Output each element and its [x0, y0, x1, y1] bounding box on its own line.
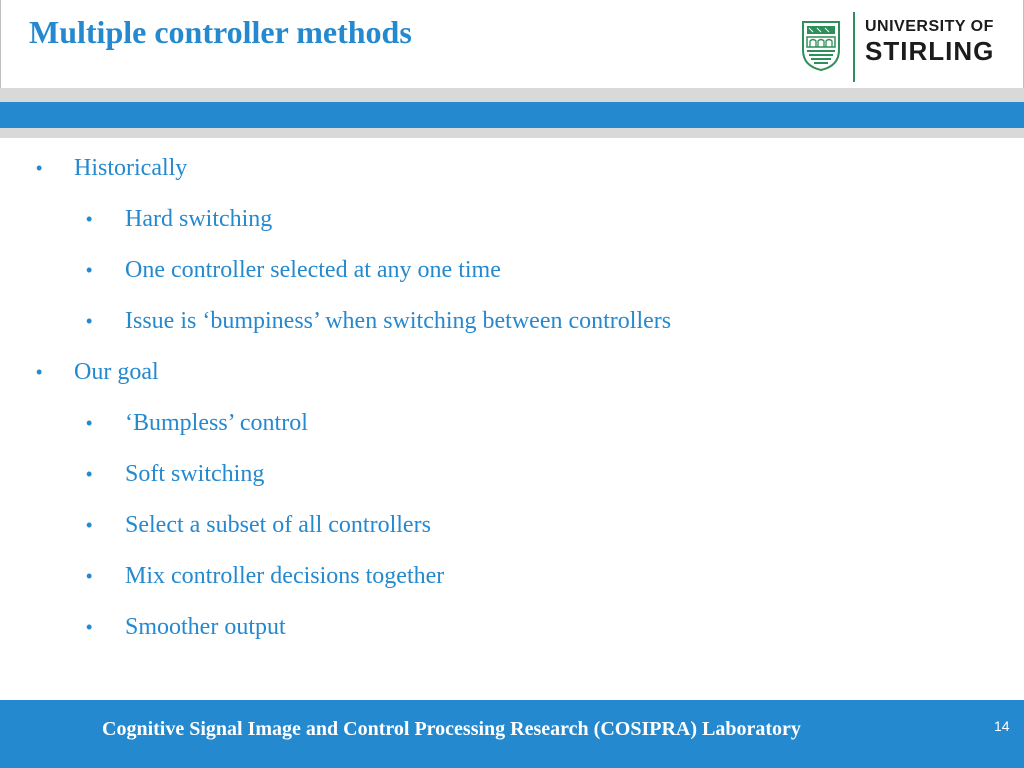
bullet-dot: • — [86, 413, 93, 433]
footer-lab-name: Cognitive Signal Image and Control Processing Research (COSIPRA) Laboratory — [102, 718, 801, 740]
bullet-text: Smoother output — [125, 614, 286, 640]
bullet-dot: • — [86, 209, 93, 229]
bullet-text: Our goal — [74, 359, 159, 385]
bullet-text: Hard switching — [125, 206, 273, 232]
bullet-text: ‘Bumpless’ control — [125, 410, 308, 436]
bullet-text: Select a subset of all controllers — [125, 512, 431, 538]
bullet-text: Soft switching — [125, 461, 265, 487]
bullet-dot: • — [86, 311, 93, 331]
slide-title: Multiple controller methods — [29, 14, 412, 50]
university-logo — [801, 10, 1006, 82]
bullet-dot: • — [86, 617, 93, 637]
header-band-gray-top — [0, 88, 1024, 102]
logo-text-line2: STIRLING — [865, 36, 995, 66]
bullet-text: Historically — [74, 155, 188, 181]
bullet-text: Issue is ‘bumpiness’ when switching between controllers — [125, 308, 672, 334]
header-band-gray-bottom — [0, 128, 1024, 138]
logo-divider — [853, 12, 855, 82]
bullet-dot: • — [86, 566, 93, 586]
bullet-dot: • — [86, 260, 93, 280]
university-crest-icon — [801, 20, 841, 72]
logo-text-line1: UNIVERSITY OF — [865, 18, 994, 35]
page-number: 14 — [994, 718, 1010, 734]
bullet-text: Mix controller decisions together — [125, 563, 445, 589]
bullet-text: One controller selected at any one time — [125, 257, 501, 283]
bullet-dot: • — [86, 515, 93, 535]
bullet-dot: • — [36, 158, 43, 178]
footer-bar — [0, 700, 1024, 768]
header — [0, 0, 1024, 88]
bullet-dot: • — [86, 464, 93, 484]
bullet-dot: • — [36, 362, 43, 382]
header-band-blue — [0, 102, 1024, 128]
